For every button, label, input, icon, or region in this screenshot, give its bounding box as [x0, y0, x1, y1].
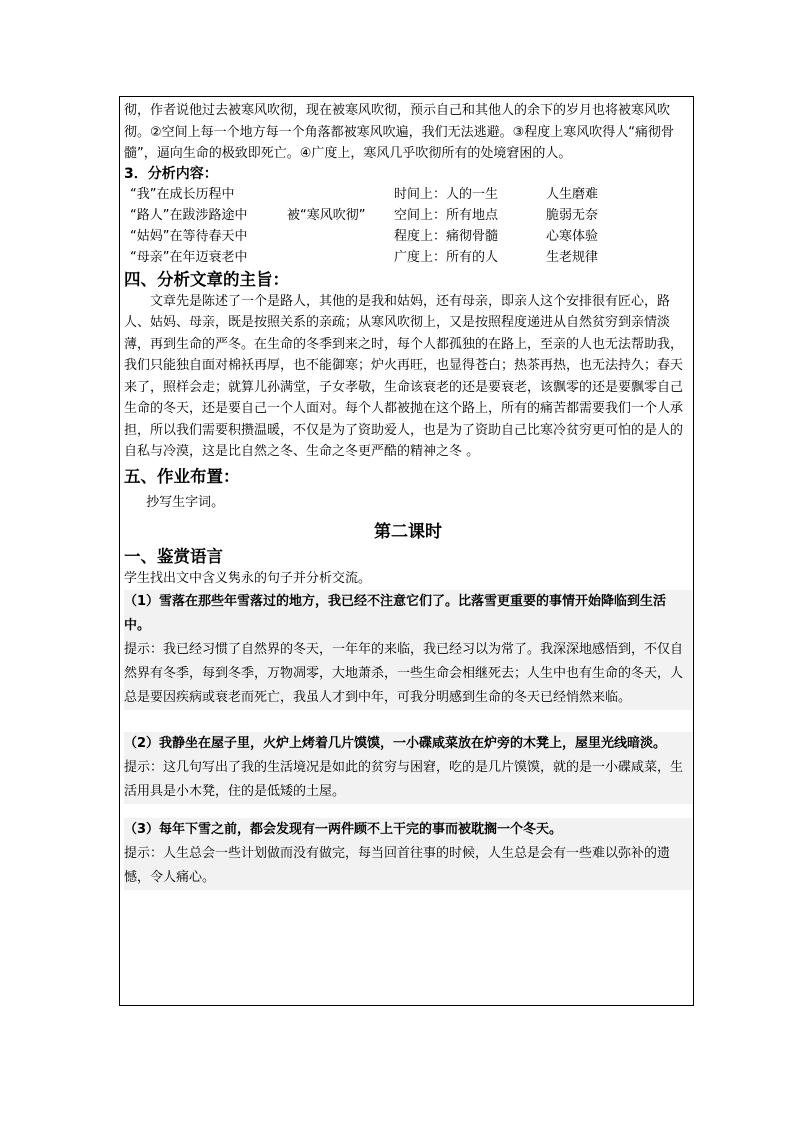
top-paragraph: 彻，作者说他过去被寒风吹彻，现在被寒风吹彻，预示自己和其他人的余下的岁月也将被寒风吹彻。②空间上每一个地方每一个角落都被寒风吹遍，我们无法逃避。③程度上寒风吹得人“痛彻骨髓”，逼向生命的极致即死亡。④广度上，寒风几乎吹彻所有的处境窘困的人。: [124, 103, 675, 161]
analysis-dimension: 时间上：人的一生: [394, 186, 499, 202]
section5-heading: 五、作业布置：: [124, 466, 240, 486]
analysis-meaning: 脆弱无奈: [546, 207, 599, 223]
appreciation-item: [124, 818, 692, 890]
spacer: [124, 710, 692, 732]
analysis-meaning: 生老规律: [546, 249, 599, 265]
item-hint: 提示：这几句写出了我的生活境况是如此的贫穷与困窘，吃的是几片馍馍，就的是一小碟咸菜，生活用具是小木凳，住的是低矮的土屋。: [124, 759, 684, 799]
section1-intro: 学生找出文中含义隽永的句子并分析交流。: [124, 571, 372, 586]
analysis-subject: “我”在成长历程中: [130, 186, 235, 202]
analysis-dimension: 空间上：所有地点: [394, 207, 499, 223]
analysis-heading: 3．分析内容：: [124, 165, 218, 182]
appreciation-item: [124, 732, 692, 804]
item-hint: 提示：我已经习惯了自然界的冬天，一年年的来临，我已经习以为常了。我深深地感悟到，不仅自然界有冬季，每到冬季，万物凋零，大地萧杀，一些生命会相继死去；人生中也有生命的冬天，人总是要因疾病或衰老而死亡，我虽人才到中年，可我分明感到生命的冬天已经悄然来临。: [124, 641, 684, 705]
section4-heading: 四、分析文章的主旨：: [124, 269, 289, 289]
section4-text: 文章先是陈述了一个是路人，其他的是我和姑妈，还有母亲，即亲人这个安排很有匠心，路人、姑妈、母亲，既是按照关系的亲疏；从寒风吹彻上，又是按照程度递进从自然贫穷到亲情淡薄，再到生命的严冬。在生命的冬季到来之时，每个人都孤独的在路上，至亲的人也无法帮助我，我们只能独自面对棉袄再厚，也不能御寒；炉火再旺，也显得苍白；热茶再热，也无法持久；春天来了，照样会走；就算儿孙满堂，子女孝敬，生命该衰老的还是要衰老，该飘零的还是要飘零自己生命的冬天，还是要自己一个人面对。每个人都被抛在这个路上，所有的痛苦都需要我们一个人承担，所以我们需要积攒温暖，不仅是为了资助爱人，也是为了资助自己比寒冷贫穷更可怕的是人的自私与冷漠，这是比自然之冬、生命之冬更严酷的精神之冬 。: [124, 293, 684, 459]
lesson-content: [124, 100, 692, 890]
analysis-dimension: 广度上：所有的人: [394, 249, 499, 265]
item-hint: 提示：人生总会一些计划做而没有做完，每当回首往事的时候，人生总是会有一些难以弥补的遗憾，令人痛心。: [124, 845, 671, 885]
item-question: （2）我静坐在屋子里，火炉上烤着几片馍馍，一小碟咸菜放在炉旁的木凳上，屋里光线暗淡。: [124, 735, 667, 751]
analysis-meaning: 人生磨难: [546, 186, 599, 202]
analysis-subject: “母亲”在年迈衰老中: [130, 249, 248, 265]
analysis-subject: “路人”在跋涉路途中: [130, 207, 248, 223]
item-question: （1）雪落在那些年雪落过的地方，我已经不注意它们了。比落雪更重要的事情开始降临到生活中。: [124, 593, 667, 633]
spacer: [124, 804, 692, 818]
analysis-subject: “姑妈”在等待春天中: [130, 228, 248, 244]
appreciation-item: [124, 590, 692, 710]
analysis-meaning: 心寒体验: [546, 228, 599, 244]
analysis-dimension: 程度上：痛彻骨髓: [394, 228, 499, 244]
lesson-title: 第二课时: [374, 522, 442, 542]
analysis-grid: [124, 184, 692, 268]
section1-heading: 一、鉴赏语言: [124, 547, 223, 566]
section5-text: 抄写生字词。: [146, 494, 225, 510]
analysis-middle: 被“寒风吹彻”: [287, 207, 366, 223]
item-question: （3）每年下雪之前，都会发现有一两件顾不上干完的事而被耽搁一个冬天。: [124, 821, 563, 837]
